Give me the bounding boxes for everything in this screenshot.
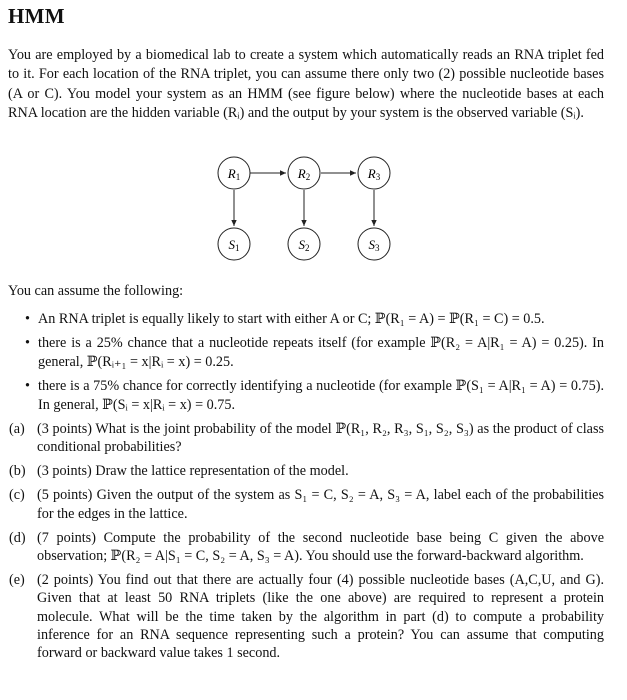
question-label: (a) — [9, 421, 25, 437]
node-s3-base: S — [368, 237, 375, 252]
node-r2 — [288, 157, 320, 189]
question-label: (c) — [9, 487, 25, 504]
question-e — [9, 571, 604, 663]
question-text: (5 points) Given the output of the system as S₁ = C, S₂ = A, S₃ = A, label each of the probabilities for the edges in the lattice. — [37, 487, 604, 522]
node-r2-sub: 2 — [305, 172, 311, 182]
question-text: (2 points) You find out that there are actually four (4) possible nucleotide bases (A,C,U, and G). Given that at least 50 RNA triplets (like the one above) are required to represent a protein molecule. What will be the time taken by the algorithm in part (d) to compute a probability inference for an RNA sequence representing such a protein? You can assume that computing forward or backward value takes 1 second. — [37, 571, 604, 662]
section-title: HMM — [8, 4, 65, 28]
question-d — [9, 529, 604, 566]
assumptions-list — [0, 310, 627, 420]
question-text: (3 points) What is the joint probability of the model ℙ(R₁, R₂, R₃, S₁, S₂, S₃) as the product of class conditional probabilities? — [37, 421, 604, 456]
node-s1-base: S — [228, 237, 235, 252]
question-label: (e) — [9, 571, 25, 588]
question-b — [9, 462, 604, 480]
bullet-text: there is a 25% chance that a nucleotide repeats itself (for example ℙ(R₂ = A|R₁ = A) = 0.25). In general, ℙ(Rᵢ₊₁ = x|Rᵢ = x) = 0.25. — [38, 335, 604, 370]
intro-paragraph: You are employed by a biomedical lab to create a system which automatically reads an RNA triplet fed to it. For each location of the RNA triplet, you can assume there only two (2) possible nucleotide bases (A or C). You model your system as an HMM (see figure below) where the nucleotide bases at each RNA location are the hidden variable (Rᵢ) and the output by your system is the observed variable (Sᵢ). — [8, 47, 604, 121]
question-a — [9, 420, 604, 457]
node-s2 — [288, 228, 320, 260]
bullet-text: An RNA triplet is equally likely to start with either A or C; ℙ(R₁ = A) = ℙ(R₁ = C) = 0.5. — [38, 311, 545, 327]
node-s1 — [218, 228, 250, 260]
question-label: (d) — [9, 529, 26, 546]
list-item — [25, 377, 604, 415]
node-r1-sub: 1 — [235, 172, 241, 182]
question-label: (b) — [9, 463, 26, 480]
node-s3-sub: 3 — [375, 243, 380, 253]
node-r3 — [358, 157, 390, 189]
hmm-diagram — [0, 150, 627, 272]
node-r3-sub: 3 — [375, 172, 381, 182]
question-c — [9, 486, 604, 523]
questions-list — [0, 420, 627, 668]
list-item — [25, 334, 604, 372]
node-s1-sub: 1 — [235, 243, 240, 253]
node-s2-sub: 2 — [305, 243, 310, 253]
bullet-text: there is a 75% chance for correctly identifying a nucleotide (for example ℙ(S₁ = A|R₁ = A) = 0.75). In general, ℙ(Sᵢ = x|Rᵢ = x) = 0.75. — [38, 378, 604, 413]
node-r1 — [218, 157, 250, 189]
node-s2-base: S — [298, 237, 305, 252]
node-s3 — [358, 228, 390, 260]
assumptions-heading: You can assume the following: — [8, 283, 184, 299]
bullet-icon: • — [25, 335, 30, 351]
question-text: (3 points) Draw the lattice representation of the model. — [37, 463, 349, 480]
question-text: (7 points) Compute the probability of the second nucleotide base being C given the above observation; ℙ(R₂ = A|S₁ = C, S₂ = A, S₃ = A). You should use the forward-backward algorithm. — [37, 529, 604, 564]
list-item — [25, 310, 604, 329]
node-r3-base: R — [367, 166, 376, 181]
node-r1-base: R — [227, 166, 236, 181]
bullet-icon: • — [25, 311, 30, 327]
bullet-icon: • — [25, 378, 30, 394]
node-r2-base: R — [297, 166, 306, 181]
